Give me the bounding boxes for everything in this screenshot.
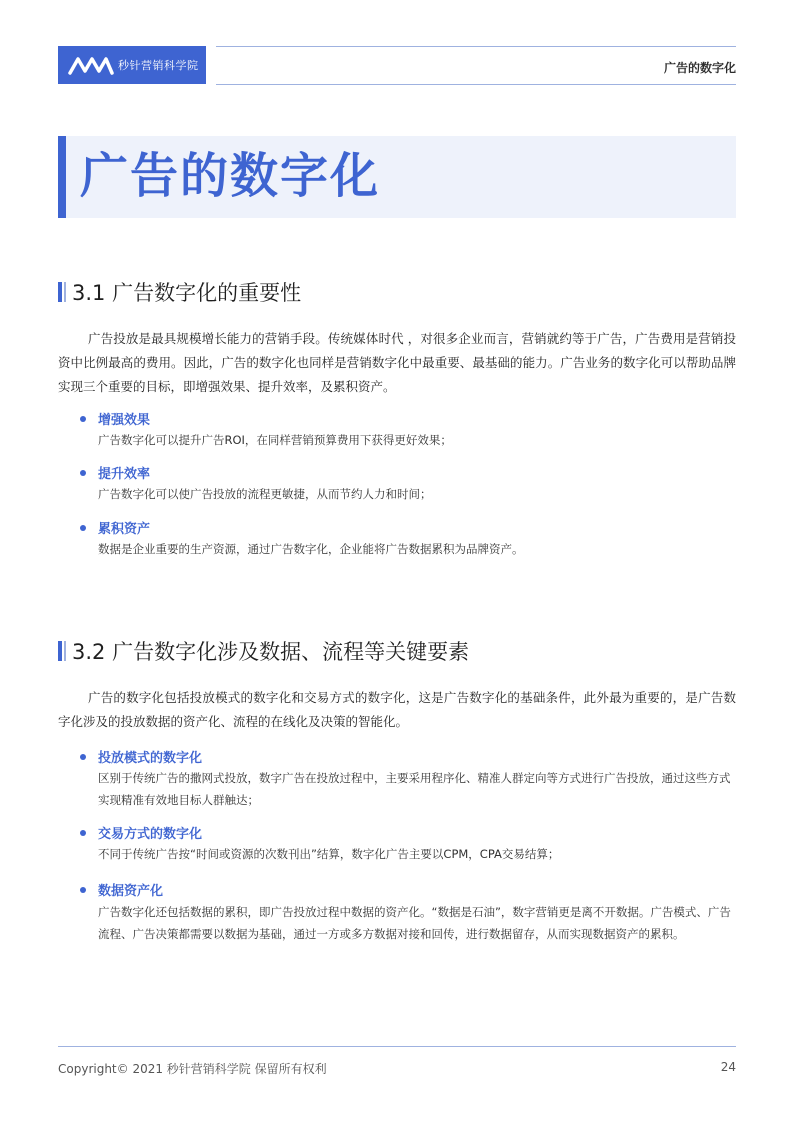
bullet-title: 累积资产 — [98, 522, 151, 537]
bullet-dot-icon — [80, 830, 86, 836]
header-divider-bottom — [216, 84, 736, 85]
bullet-title: 增强效果 — [98, 413, 151, 428]
section-heading-3-2 — [58, 636, 469, 666]
page-number: 24 — [720, 1060, 736, 1074]
heading-marker — [58, 282, 62, 302]
bullet-item — [80, 518, 150, 537]
bullet-description: 区别于传统广告的撒网式投放，数字广告在投放过程中，主要采用程序化、精准人群定向等方式进行广告投放，通过这些方式实现精准有效地目标人群触达； — [98, 771, 731, 807]
page-title: 广告的数字化 — [80, 148, 381, 204]
section-paragraph: 广告投放是最具规模增长能力的营销手段。传统媒体时代 ，对很多企业而言，营销就约等于广告，广告费用是营销投资中比例最高的费用。因此，广告的数字化也同样是营销数字化中最重要、最基础的能力。广告业务的数字化可以帮助品牌实现三个重要的目标，即增强效果、提升效率，及累积资产。 — [58, 331, 736, 394]
bullet-description: 广告数字化可以提升广告ROI，在同样营销预算费用下获得更好效果； — [98, 433, 452, 447]
bullet-dot-icon — [80, 470, 86, 476]
bullet-title: 数据资产化 — [98, 884, 164, 899]
section-title: 3.2 广告数字化涉及数据、流程等关键要素 — [72, 640, 470, 664]
heading-marker-light — [64, 282, 66, 302]
bullet-item — [80, 409, 150, 428]
header-chapter-title: 广告的数字化 — [663, 61, 736, 75]
section-title: 3.1 广告数字化的重要性 — [72, 281, 302, 305]
brand-mark-icon — [68, 53, 114, 77]
bullet-item — [80, 463, 150, 482]
footer-copyright: Copyright© 2021 秒针营销科学院 保留所有权利 — [58, 1062, 327, 1076]
bullet-item — [80, 747, 202, 766]
bullet-dot-icon — [80, 525, 86, 531]
bullet-description: 广告数字化可以使广告投放的流程更敏捷，从而节约人力和时间； — [98, 487, 432, 501]
heading-marker — [58, 641, 62, 661]
title-accent-bar — [58, 136, 66, 218]
bullet-item — [80, 823, 202, 842]
footer-divider — [58, 1046, 736, 1047]
bullet-title: 投放模式的数字化 — [98, 751, 203, 766]
bullet-dot-icon — [80, 887, 86, 893]
bullet-dot-icon — [80, 754, 86, 760]
section-heading-3-1 — [58, 277, 301, 307]
bullet-description: 数据是企业重要的生产资源，通过广告数字化，企业能将广告数据累积为品牌资产。 — [98, 542, 524, 556]
bullet-title: 交易方式的数字化 — [98, 827, 203, 842]
brand-name: 秒针营销科学院 — [118, 59, 199, 72]
bullet-description: 广告数字化还包括数据的累积，即广告投放过程中数据的资产化。“数据是石油”，数字营销更是离不开数据。广告模式、广告流程、广告决策都需要以数据为基础，通过一方或多方数据对接和回传，进行数据留存，从而实现数据资产的累积。 — [98, 905, 731, 941]
bullet-title: 提升效率 — [98, 467, 151, 482]
section-paragraph: 广告的数字化包括投放模式的数字化和交易方式的数字化，这是广告数字化的基础条件，此外最为重要的，是广告数字化涉及的投放数据的资产化、流程的在线化及决策的智能化。 — [58, 690, 736, 729]
header-divider-top — [216, 46, 736, 47]
brand-logo — [58, 46, 206, 84]
bullet-item — [80, 880, 163, 899]
heading-marker-light — [64, 641, 66, 661]
bullet-dot-icon — [80, 416, 86, 422]
bullet-description: 不同于传统广告按“时间或资源的次数刊出”结算，数字化广告主要以CPM，CPA交易结算； — [98, 847, 560, 861]
